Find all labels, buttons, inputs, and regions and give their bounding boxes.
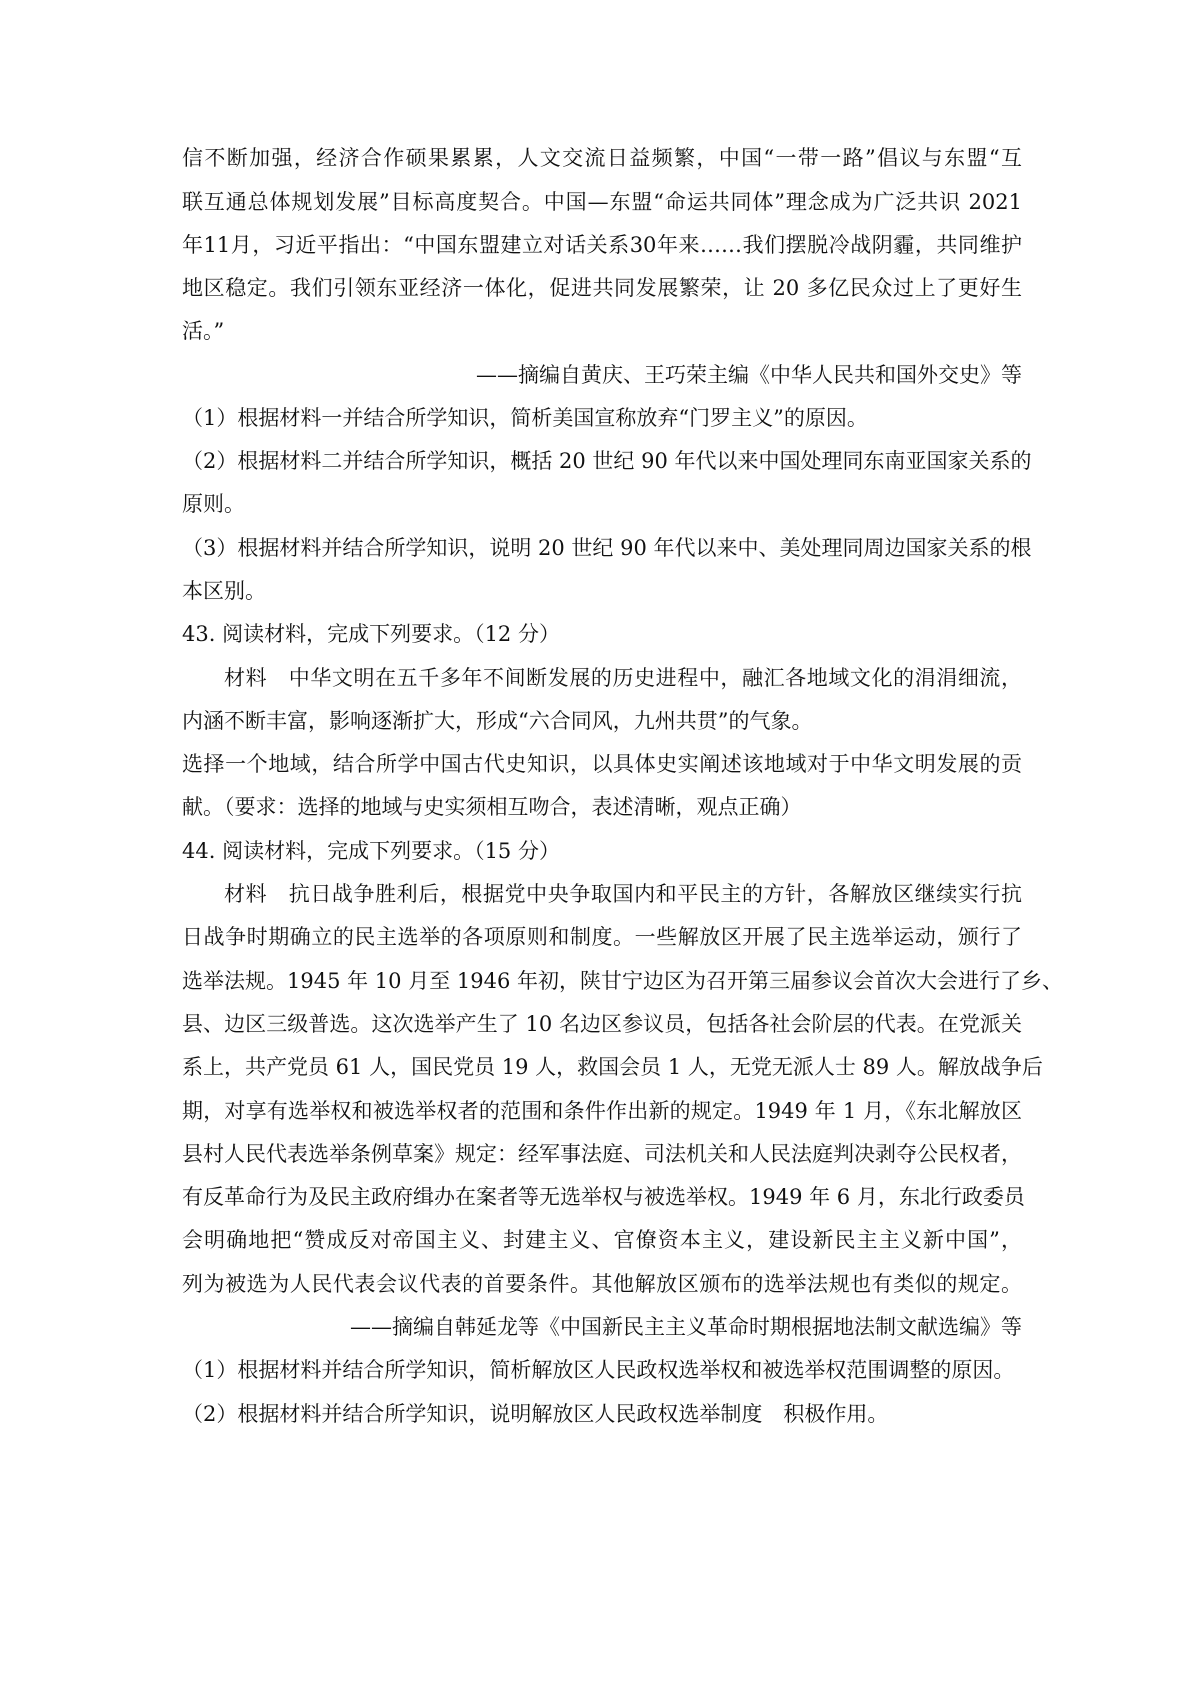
material2-line-3: 年11月，习近平指出：“中国东盟建立对话关系30年来……我们摆脱冷战阴霾，共同维护 bbox=[182, 233, 1022, 257]
q44-sub-1: （1）根据材料并结合所学知识，简析解放区人民政权选举权和被选举权范围调整的原因。 bbox=[182, 1358, 1015, 1382]
q44-sub-2: （2）根据材料并结合所学知识，说明解放区人民政权选举制度 积极作用。 bbox=[182, 1402, 889, 1426]
q42-sub-1: （1）根据材料一并结合所学知识，简析美国宣称放弃“门罗主义”的原因。 bbox=[182, 406, 868, 430]
q42-sub-3-line-2: 本区别。 bbox=[182, 579, 266, 603]
q44-material-line-4: 县、边区三级普选。这次选举产生了 10 名边区参议员，包括各社会阶层的代表。在党派关 bbox=[182, 1012, 1022, 1036]
material2-line-4: 地区稳定。我们引领东亚经济一体化，促进共同发展繁荣，让 20 多亿民众过上了更好生 bbox=[182, 276, 1022, 300]
q44-heading: 44. 阅读材料，完成下列要求。（15 分） bbox=[182, 839, 560, 863]
q43-material-line-1: 材料 中华文明在五千多年不间断发展的历史进程中，融汇各地域文化的涓涓细流， bbox=[224, 666, 1022, 690]
q44-material-line-5: 系上，共产党员 61 人，国民党员 19 人，救国会员 1 人，无党无派人士 89 人。解放战争后 bbox=[182, 1055, 1043, 1079]
q44-material-line-3: 选举法规。1945 年 10 月至 1946 年初，陕甘宁边区为召开第三届参议会首次大会进行了乡、 bbox=[182, 969, 1063, 993]
q44-material-line-2: 日战争时期确立的民主选举的各项原则和制度。一些解放区开展了民主选举运动，颁行了 bbox=[182, 925, 1022, 949]
q43-task-line-1: 选择一个地域，结合所学中国古代史知识，以具体史实阐述该地域对于中华文明发展的贡 bbox=[182, 752, 1022, 776]
q44-material-line-6: 期，对享有选举权和被选举权者的范围和条件作出新的规定。1949 年 1 月，《东北解放区 bbox=[182, 1099, 1022, 1123]
q43-material-line-2: 内涵不断丰富，影响逐渐扩大，形成“六合同风，九州共贯”的气象。 bbox=[182, 709, 813, 733]
q44-material-line-7: 县村人民代表选举条例草案》规定：经军事法庭、司法机关和人民法庭判决剥夺公民权者， bbox=[182, 1142, 1022, 1166]
q43-heading: 43. 阅读材料，完成下列要求。（12 分） bbox=[182, 622, 560, 646]
q44-material-line-8: 有反革命行为及民主政府缉办在案者等无选举权与被选举权。1949 年 6 月，东北行政委员 bbox=[182, 1185, 1025, 1209]
q44-source: ——摘编自韩延龙等《中国新民主主义革命时期根据地法制文献选编》等 bbox=[350, 1315, 1022, 1339]
material2-line-2: 联互通总体规划发展”目标高度契合。中国—东盟“命运共同体”理念成为广泛共识 2021 bbox=[182, 190, 1022, 214]
material2-line-1: 信不断加强，经济合作硕果累累，人文交流日益频繁，中国“一带一路”倡议与东盟“互 bbox=[182, 146, 1022, 170]
q44-material-line-10: 列为被选为人民代表会议代表的首要条件。其他解放区颁布的选举法规也有类似的规定。 bbox=[182, 1272, 1022, 1296]
q42-sub-3-line-1: （3）根据材料并结合所学知识，说明 20 世纪 90 年代以来中、美处理同周边国家关系的根 bbox=[182, 536, 1032, 560]
q42-sub-2-line-1: （2）根据材料二并结合所学知识，概括 20 世纪 90 年代以来中国处理同东南亚国家关系的 bbox=[182, 449, 1032, 473]
q44-material-line-9: 会明确地把“赞成反对帝国主义、封建主义、官僚资本主义，建设新民主主义新中国”， bbox=[182, 1228, 1022, 1252]
material2-line-5: 活。” bbox=[182, 319, 225, 343]
q43-task-line-2: 献。（要求：选择的地域与史实须相互吻合，表述清晰，观点正确） bbox=[182, 795, 802, 819]
q44-material-line-1: 材料 抗日战争胜利后，根据党中央争取国内和平民主的方针，各解放区继续实行抗 bbox=[224, 882, 1022, 906]
material2-source: ——摘编自黄庆、王巧荣主编《中华人民共和国外交史》等 bbox=[476, 363, 1022, 387]
q42-sub-2-line-2: 原则。 bbox=[182, 492, 245, 516]
